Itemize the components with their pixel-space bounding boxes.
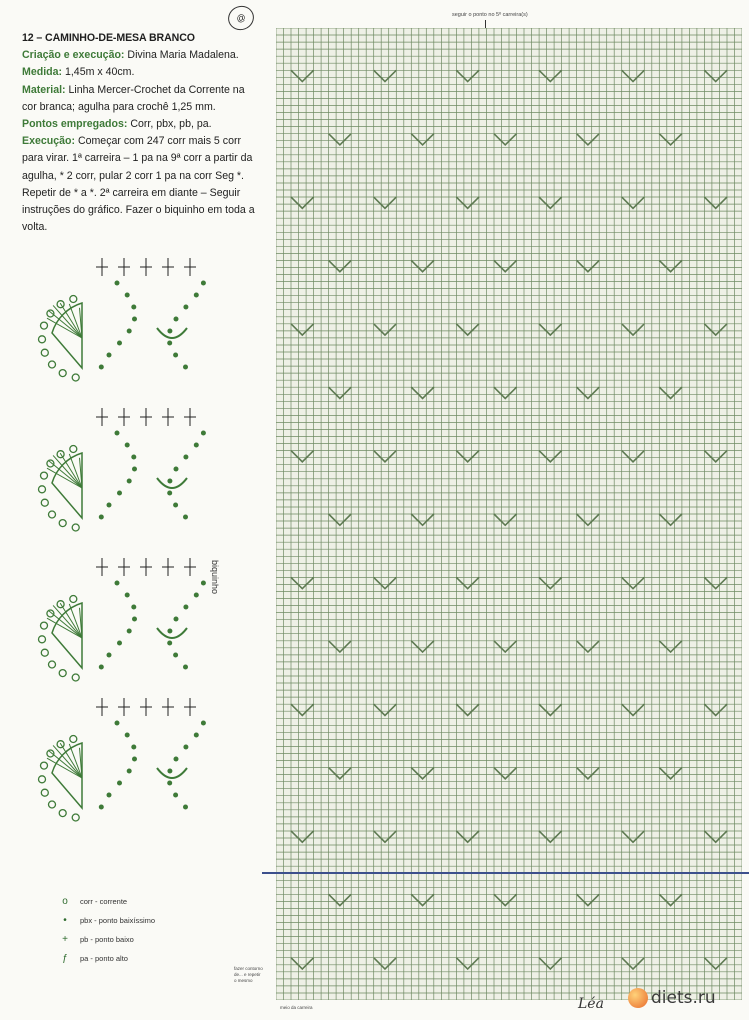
chain-dot	[194, 293, 199, 298]
chain-dot	[201, 581, 206, 586]
edging-label: biquinho	[210, 560, 220, 595]
fan-rib	[47, 468, 82, 488]
chain-dot	[167, 769, 172, 774]
chain-dot	[167, 329, 172, 334]
picot-stitch	[41, 789, 48, 796]
chain-dot	[125, 733, 130, 738]
shell-motif	[157, 328, 187, 338]
execution-value: Começar com 247 corr mais 5 corr para virar. 1ª carreira – 1 pa na 9ª corr a partir da agulha, * 2 corr, pular 2 corr 1 pa na corr Seg *. Repetir de * a *. 2ª carreira em diante – Seguir instruções do gráfico. Fazer o biquinho em toda a volta.	[22, 135, 255, 234]
picot-stitch	[72, 524, 79, 531]
chain-dot	[167, 341, 172, 346]
chain-dot	[183, 365, 188, 370]
chain-dot	[173, 503, 178, 508]
chain-dot	[183, 665, 188, 670]
material-line	[22, 82, 262, 116]
picot-stitch	[41, 472, 48, 479]
chain-dot	[117, 641, 122, 646]
picot-stitch	[41, 499, 48, 506]
measure-value: 1,45m x 40cm.	[62, 66, 135, 79]
bottom-note: fazer contorno de... e repetir o mesmo	[234, 966, 263, 983]
slip-stitch-symbol-icon: •	[63, 915, 67, 926]
picot-stitch	[41, 349, 48, 356]
picot-stitch	[59, 520, 66, 527]
picot-stitch	[72, 814, 79, 821]
chain-dot	[99, 805, 104, 810]
creation-label: Criação e execução:	[22, 49, 125, 62]
picot-stitch	[41, 322, 48, 329]
chain-dot	[183, 745, 188, 750]
picot-stitch	[70, 596, 77, 603]
chain-dot	[131, 745, 136, 750]
chain-dot	[201, 721, 206, 726]
chain-dot	[127, 479, 132, 484]
chain-dot	[132, 467, 137, 472]
signature: Léa	[578, 996, 604, 1012]
picot-stitch	[39, 776, 46, 783]
fan-rib	[47, 758, 82, 778]
picot-stitch	[39, 486, 46, 493]
half-mark-line	[262, 872, 749, 874]
chain-dot	[174, 317, 179, 322]
fan-rib	[47, 318, 82, 338]
picot-stitch	[41, 622, 48, 629]
chain-dot	[183, 455, 188, 460]
picot-stitch	[39, 636, 46, 643]
chain-dot	[131, 605, 136, 610]
pattern-title: 12 – CAMINHO-DE-MESA BRANCO	[22, 32, 195, 44]
creation-value: Divina Maria Madalena.	[124, 49, 239, 62]
chain-dot	[132, 617, 137, 622]
chain-dot	[115, 721, 120, 726]
filet-chart-grid	[276, 28, 742, 1000]
chain-dot	[201, 281, 206, 286]
chain-dot	[127, 629, 132, 634]
chain-dot	[115, 431, 120, 436]
fan-rib	[47, 618, 82, 638]
stitches-label: Pontos empregados:	[22, 118, 128, 131]
picot-stitch	[59, 670, 66, 677]
chain-dot	[117, 491, 122, 496]
picot-stitch	[70, 296, 77, 303]
apple-icon	[628, 988, 648, 1008]
chain-dot	[125, 593, 130, 598]
chain-dot	[167, 629, 172, 634]
shell-motif	[157, 478, 187, 488]
chain-dot	[107, 353, 112, 358]
chain-dot	[194, 443, 199, 448]
chain-dot	[132, 317, 137, 322]
chain-dot	[107, 793, 112, 798]
picot-stitch	[41, 649, 48, 656]
chain-dot	[174, 467, 179, 472]
picot-stitch	[70, 736, 77, 743]
chain-dot	[174, 617, 179, 622]
chain-dot	[115, 281, 120, 286]
material-label: Material:	[22, 83, 66, 96]
chain-dot	[107, 653, 112, 658]
chain-dot	[117, 781, 122, 786]
legend-item: o corr - corrente	[60, 892, 155, 911]
edging-chart	[22, 258, 222, 878]
chain-dot	[183, 805, 188, 810]
chain-dot	[131, 455, 136, 460]
picot-stitch	[59, 810, 66, 817]
chain-dot	[115, 581, 120, 586]
chain-dot	[173, 653, 178, 658]
chain-dot	[125, 443, 130, 448]
diets-logo	[628, 988, 716, 1008]
stitches-line	[22, 116, 262, 133]
creation-line	[22, 47, 262, 64]
execution-line	[22, 133, 262, 236]
chain-dot	[183, 605, 188, 610]
legend-item: + pb - ponto baixo	[60, 930, 155, 949]
chain-dot	[167, 479, 172, 484]
chain-dot	[183, 305, 188, 310]
chain-dot	[183, 515, 188, 520]
chain-dot	[167, 781, 172, 786]
hand-drawn-circle-mark: @	[225, 2, 258, 33]
top-note: seguir o ponto no 5º carreira(s)	[452, 12, 528, 18]
chain-dot	[167, 641, 172, 646]
picot-stitch	[49, 511, 56, 518]
picot-stitch	[72, 674, 79, 681]
picot-stitch	[70, 446, 77, 453]
execution-label: Execução:	[22, 135, 75, 148]
chain-dot	[173, 353, 178, 358]
single-crochet-symbol-icon: +	[62, 934, 68, 945]
picot-stitch	[39, 336, 46, 343]
measure-line	[22, 64, 262, 81]
stitches-value: Corr, pbx, pb, pa.	[127, 118, 212, 131]
chain-dot	[99, 515, 104, 520]
chain-dot	[117, 341, 122, 346]
picot-stitch	[72, 374, 79, 381]
chain-dot	[132, 757, 137, 762]
chain-dot	[201, 431, 206, 436]
picot-stitch	[41, 762, 48, 769]
bottom-note-2: meio da carreira	[280, 1005, 313, 1010]
chain-dot	[99, 365, 104, 370]
chain-symbol-icon: o	[62, 896, 68, 907]
stitch-legend	[60, 892, 155, 968]
material-value: Linha Mercer-Crochet da Corrente na cor branca; agulha para crochê 1,25 mm.	[22, 83, 245, 113]
chain-dot	[127, 329, 132, 334]
chain-dot	[167, 491, 172, 496]
double-crochet-symbol-icon: ƒ	[62, 953, 68, 964]
picot-stitch	[49, 361, 56, 368]
legend-item: • pbx - ponto baixíssimo	[60, 911, 155, 930]
chain-dot	[99, 665, 104, 670]
shell-motif	[157, 768, 187, 778]
chain-dot	[127, 769, 132, 774]
measure-label: Medida:	[22, 66, 63, 79]
picot-stitch	[49, 661, 56, 668]
watermark-text: diets.ru	[651, 988, 716, 1008]
chain-dot	[174, 757, 179, 762]
picot-stitch	[59, 370, 66, 377]
chain-dot	[107, 503, 112, 508]
picot-stitch	[49, 801, 56, 808]
chain-dot	[125, 293, 130, 298]
chain-dot	[194, 733, 199, 738]
chain-dot	[131, 305, 136, 310]
pattern-instructions	[22, 30, 262, 236]
legend-item: ƒ pa - ponto alto	[60, 949, 155, 968]
chain-dot	[194, 593, 199, 598]
shell-motif	[157, 628, 187, 638]
chain-dot	[173, 793, 178, 798]
